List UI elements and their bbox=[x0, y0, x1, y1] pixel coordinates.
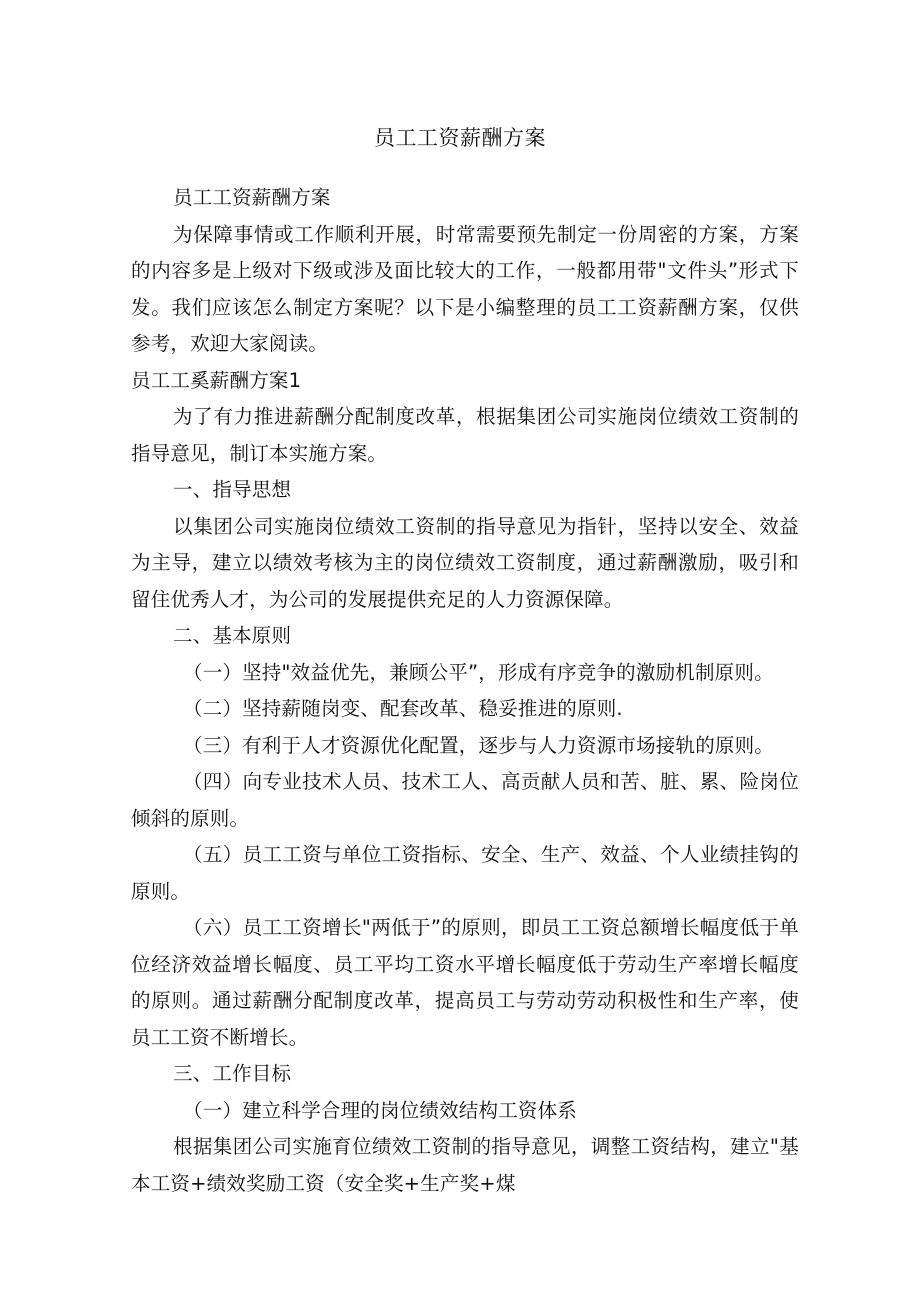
document-title: 员工工资薪酬方案 bbox=[374, 126, 546, 150]
intro-paragraph: 为保障事情或工作顺利开展，时常需要预先制定一份周密的方案，方案的内容多是上级对下级或涉及面比较大的工作，一般都用带"文件头”形式下发。我们应该怎么制定方案呢？以下是小编整理的员工工资薪酬方案，仅供参考，欢迎大家阅读。 bbox=[131, 222, 799, 355]
guiding-ideology-paragraph: 以集团公司实施岗位绩效工资制的指导意见为指针，坚持以安全、效益为主导，建立以绩效考核为主的岗位绩效工资制度，通过薪酬激励，吸引和留住优秀人才，为公司的发展提供充足的人力资源保障。 bbox=[131, 514, 799, 611]
subtitle-paragraph: 员工工资薪酬方案 bbox=[173, 186, 331, 209]
principle-item-5: （五）员工工资与单位工资指标、安全、生产、效益、个人业绩挂钩的原则。 bbox=[131, 843, 799, 903]
principle-item-4: （四）向专业技术人员、技术工人、高贡献人员和苦、脏、累、险岗位倾斜的原则。 bbox=[131, 770, 799, 830]
principle-item-1: （一）坚持"效益优先，兼顾公平”，形成有序竞争的激励机制原则。 bbox=[183, 660, 774, 684]
principle-item-6: （六）员工工资增长"两低于”的原则，即员工工资总额增长幅度低于单位经济效益增长幅度、员工平均工资水平增长幅度低于劳动生产率增长幅度的原则。通过薪酬分配制度改革，提高员工与劳动劳动积极性和生产率，使员工工资不断增长。 bbox=[131, 916, 799, 1049]
section-heading-plan-1: 员工工奚薪酬方案1 bbox=[131, 368, 302, 392]
heading-basic-principles: 二、基本原则 bbox=[173, 624, 292, 647]
heading-guiding-ideology: 一、指导思想 bbox=[173, 478, 292, 501]
heading-work-goals: 三、工作目标 bbox=[173, 1062, 292, 1085]
principle-item-3: （三）有利于人才资源优化配置，逐步与人力资源市场接轨的原则。 bbox=[183, 733, 775, 757]
principle-item-2: （二）坚持薪随岗变、配套改革、稳妥推进的原则. bbox=[183, 697, 623, 720]
goal-item-1: （一）建立科学合理的岗位绩效结构工资体系 bbox=[183, 1098, 578, 1122]
plan-purpose-paragraph: 为了有力推进薪酬分配制度改革，根据集团公司实施岗位绩效工资制的指导意见，制订本实施方案。 bbox=[131, 405, 799, 465]
goal-detail-paragraph: 根据集团公司实施育位绩效工资制的指导意见，调整工资结构，建立"基本工资+绩效奖励工资（安全奖+生产奖+煤 bbox=[131, 1135, 799, 1195]
document-body bbox=[131, 180, 799, 1202]
